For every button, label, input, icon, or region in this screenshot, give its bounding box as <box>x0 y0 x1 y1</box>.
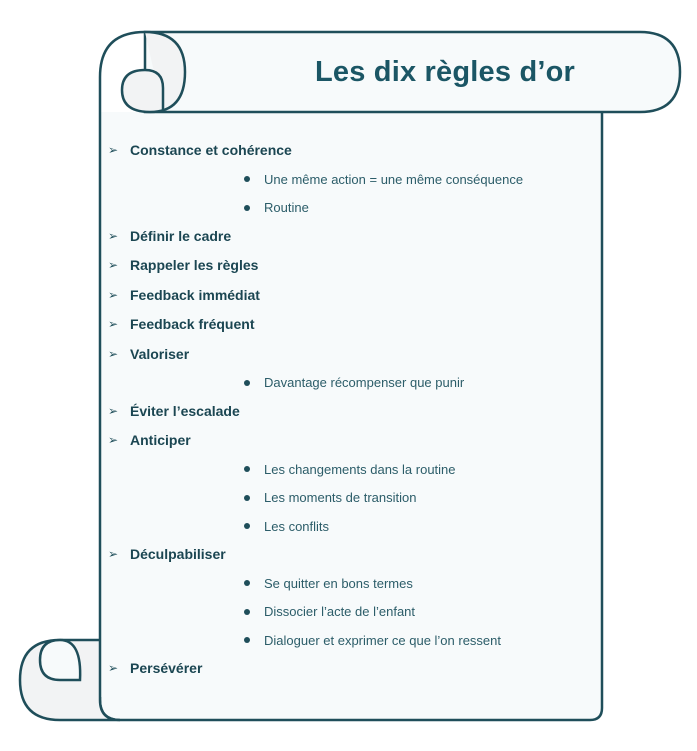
bullet-dot-icon <box>244 523 250 529</box>
rule-item <box>108 314 254 334</box>
rule-label: Feedback immédiat <box>130 286 260 303</box>
sub-item-label: Routine <box>264 200 309 215</box>
arrow-bullet-icon: ➢ <box>108 228 119 243</box>
arrow-bullet-icon: ➢ <box>108 547 119 561</box>
rule-item <box>108 140 292 160</box>
bullet-dot-icon <box>244 380 250 386</box>
arrow-bullet-icon: ➢ <box>108 433 119 447</box>
rule-label: Persévérer <box>130 660 203 676</box>
rule-label: Constance et cohérence <box>130 142 292 158</box>
sub-item-label: Se quitter en bons termes <box>264 575 413 591</box>
sub-item-label: Dissocier l’acte de l’enfant <box>264 604 416 619</box>
bullet-dot-icon <box>244 205 250 211</box>
rule-label: Valoriser <box>130 345 190 362</box>
sub-item-label: Dialoguer et exprimer ce que l’on ressent <box>264 632 502 648</box>
bullet-dot-icon <box>244 609 250 615</box>
bullet-dot-icon <box>244 637 250 643</box>
arrow-bullet-icon: ➢ <box>108 661 119 675</box>
scroll-title: Les dix règles d’or <box>314 56 576 88</box>
rule-item <box>108 285 260 305</box>
sub-item <box>244 199 309 217</box>
sub-item <box>244 603 415 621</box>
sub-item-label: Les moments de transition <box>264 490 417 505</box>
arrow-bullet-icon: ➢ <box>108 403 119 418</box>
rule-item <box>108 544 226 564</box>
rule-label: Éviter l’escalade <box>130 402 240 419</box>
rule-label: Déculpabiliser <box>130 546 226 562</box>
rule-label: Rappeler les règles <box>130 257 259 273</box>
rule-item <box>108 344 189 364</box>
sub-item <box>244 489 416 507</box>
bullet-dot-icon <box>244 495 250 501</box>
sub-item <box>244 374 464 392</box>
arrow-bullet-icon: ➢ <box>108 143 119 157</box>
rule-label: Définir le cadre <box>130 227 232 244</box>
rule-label: Anticiper <box>130 432 191 448</box>
bullet-dot-icon <box>244 466 250 472</box>
bullet-dot-icon <box>244 580 250 586</box>
sub-item-label: Les conflits <box>264 518 330 534</box>
sub-item <box>244 460 456 478</box>
arrow-bullet-icon: ➢ <box>108 317 119 331</box>
rule-item <box>108 430 191 450</box>
sub-item <box>244 170 523 188</box>
arrow-bullet-icon: ➢ <box>108 346 119 361</box>
bullet-dot-icon <box>244 176 250 182</box>
sub-item <box>244 517 329 535</box>
rule-item <box>108 255 258 275</box>
arrow-bullet-icon: ➢ <box>108 258 119 272</box>
sub-item-label: Les changements dans la routine <box>264 461 456 477</box>
rule-item <box>108 226 231 246</box>
sub-item <box>244 631 501 649</box>
sub-item-label: Davantage récompenser que punir <box>264 375 465 390</box>
sub-item-label: Une même action = une même conséquence <box>264 171 524 187</box>
rule-item <box>108 401 240 421</box>
rule-label: Feedback fréquent <box>130 316 255 332</box>
rule-item <box>108 658 202 678</box>
arrow-bullet-icon: ➢ <box>108 287 119 302</box>
sub-item <box>244 574 413 592</box>
